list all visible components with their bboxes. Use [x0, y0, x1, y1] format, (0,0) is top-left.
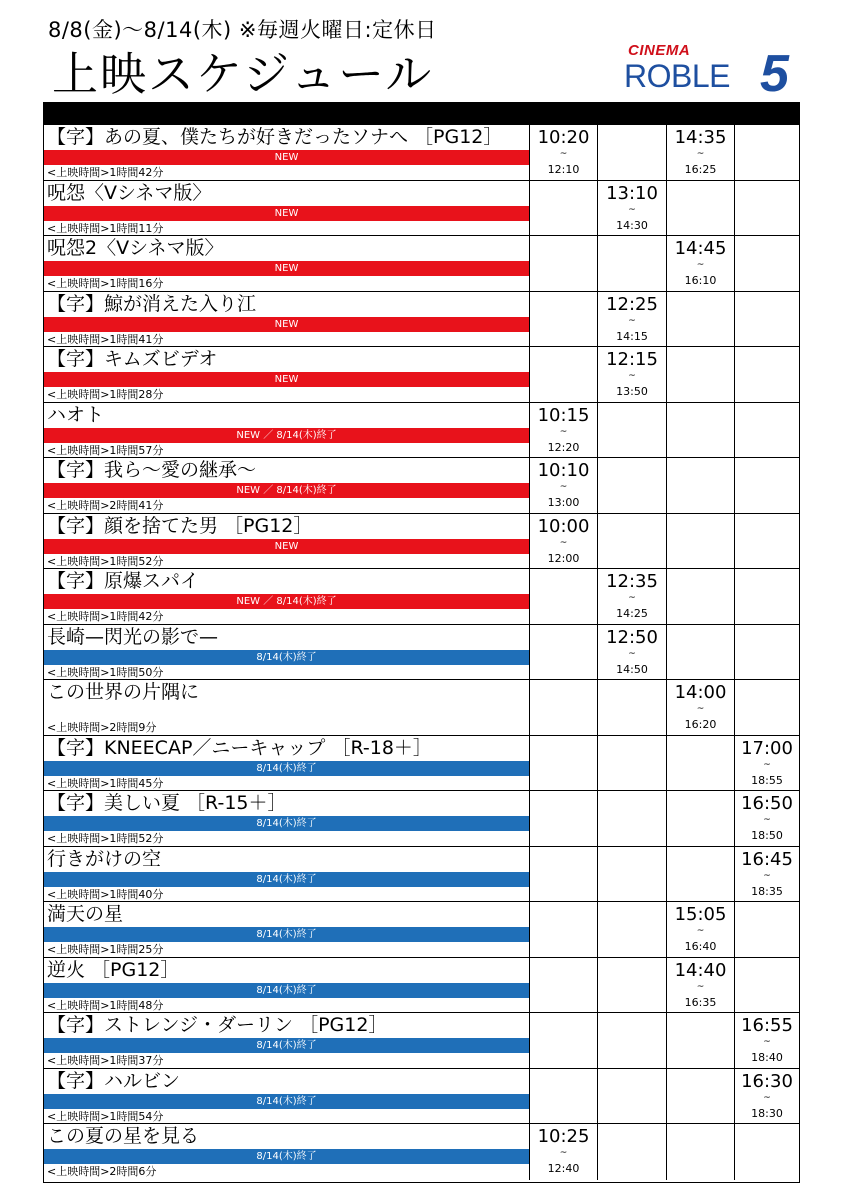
showtime-cell	[734, 236, 799, 291]
showtime-start: 13:10	[606, 182, 658, 204]
runtime-text: <上映時間>1時間48分	[47, 998, 164, 1012]
showtime-separator: ~	[763, 1092, 771, 1103]
status-banner: 8/14(木)終了	[44, 872, 529, 887]
showtime-separator: ~	[696, 149, 705, 159]
showtime-separator: ~	[763, 815, 771, 825]
showtime-cell	[529, 569, 597, 624]
showtime-cell	[734, 403, 799, 458]
logo-cinema-text: CINEMA	[628, 42, 691, 59]
showtime-start: 10:15	[537, 404, 590, 426]
schedule-row	[44, 958, 799, 1014]
schedule-row	[44, 181, 799, 237]
showtime-cell	[597, 791, 666, 846]
showtime-end: 12:20	[547, 440, 580, 454]
movie-info-cell	[44, 514, 529, 569]
runtime-text: <上映時間>1時間41分	[47, 332, 164, 346]
movie-title: この夏の星を見る	[47, 1125, 200, 1147]
showtime-cell	[666, 958, 734, 1013]
showtime-start: 12:15	[606, 349, 658, 370]
showtime-cell	[734, 736, 799, 791]
runtime-text: <上映時間>1時間42分	[47, 166, 164, 179]
showtime-start: 15:05	[674, 904, 727, 925]
showtime-cell	[529, 736, 597, 791]
showtime-cell	[666, 514, 734, 569]
movie-title: 満天の星	[47, 903, 124, 925]
runtime-text: <上映時間>2時間6分	[47, 1165, 157, 1178]
movie-info-cell	[44, 292, 529, 347]
showtime-cell	[734, 347, 799, 402]
showtime-cell	[597, 1069, 666, 1124]
showtime-cell	[529, 847, 597, 902]
showtime-end: 12:10	[547, 163, 580, 176]
movie-title: 【字】美しい夏 ［R-15＋］	[47, 792, 287, 814]
showtime-end: 16:40	[684, 940, 717, 953]
movie-title: 行きがけの空	[47, 847, 162, 870]
showtime-start: 12:50	[606, 626, 658, 648]
movie-info-cell	[44, 1069, 529, 1124]
showtime-end: 13:50	[616, 385, 648, 398]
status-banner: NEW ／ 8/14(木)終了	[44, 483, 529, 498]
showtime-cell	[597, 958, 666, 1013]
showtime-cell	[734, 458, 799, 513]
showtime-separator: ~	[763, 759, 771, 770]
movie-title: 【字】ストレンジ・ダーリン ［PG12］	[47, 1014, 388, 1036]
showtime-cell	[597, 236, 666, 291]
runtime-text: <上映時間>1時間52分	[47, 554, 164, 568]
schedule-rows	[44, 125, 799, 1180]
schedule-row	[44, 403, 799, 459]
runtime-text: <上映時間>1時間40分	[47, 887, 164, 901]
showtime-end: 14:50	[616, 662, 648, 676]
cinema-logo	[622, 40, 800, 102]
page-title: 上映スケジュール	[52, 47, 434, 101]
showtime-end: 18:35	[751, 884, 783, 898]
showtime-cell	[597, 403, 666, 458]
showtime-end: 12:40	[547, 1162, 580, 1175]
status-banner: 8/14(木)終了	[44, 816, 529, 831]
showtime-start: 14:45	[674, 238, 727, 259]
movie-title: 【字】キムズビデオ	[47, 348, 218, 370]
movie-info-cell	[44, 125, 529, 180]
showtime-cell	[734, 847, 799, 902]
movie-title: 【字】原爆スパイ	[47, 570, 200, 592]
showtime-end: 18:40	[751, 1051, 783, 1064]
showtime-start: 16:55	[741, 1015, 793, 1036]
showtime-end: 14:15	[616, 329, 648, 343]
showtime-cell	[597, 514, 666, 569]
schedule-row	[44, 847, 799, 903]
showtime-cell	[734, 958, 799, 1013]
showtime-cell	[529, 236, 597, 291]
showtime-cell	[529, 1013, 597, 1068]
showtime-cell	[734, 902, 799, 957]
showtime-end: 13:00	[547, 496, 580, 509]
showtime-cell	[666, 569, 734, 624]
schedule-row	[44, 1069, 799, 1125]
showtime-start: 16:30	[741, 1070, 793, 1092]
movie-title: 【字】我ら〜愛の継承〜	[47, 459, 257, 481]
movie-info-cell	[44, 847, 529, 902]
schedule-row	[44, 347, 799, 403]
showtime-cell	[529, 403, 597, 458]
showtime-start: 10:20	[537, 127, 590, 148]
movie-info-cell	[44, 625, 529, 680]
showtime-cell	[666, 1124, 734, 1180]
runtime-text: <上映時間>1時間50分	[47, 665, 164, 679]
showtime-separator: ~	[763, 870, 771, 881]
movie-title: 呪怨2〈Vシネマ版〉	[47, 237, 224, 259]
showtime-cell	[666, 847, 734, 902]
logo-number: 5	[760, 45, 789, 103]
schedule-row	[44, 236, 799, 292]
showtime-start: 14:40	[674, 959, 727, 981]
showtime-cell	[666, 791, 734, 846]
showtime-cell	[597, 847, 666, 902]
showtime-end: 14:30	[616, 218, 648, 232]
showtime-end: 16:20	[684, 718, 717, 731]
status-banner: NEW ／ 8/14(木)終了	[44, 428, 529, 443]
status-banner: 8/14(木)終了	[44, 1149, 529, 1164]
runtime-text: <上映時間>1時間45分	[47, 776, 164, 790]
status-banner: NEW	[44, 206, 529, 221]
schedule-table	[43, 102, 800, 1183]
showtime-cell	[529, 292, 597, 347]
movie-info-cell	[44, 680, 529, 735]
movie-title: 呪怨〈Vシネマ版〉	[47, 181, 212, 204]
showtime-cell	[734, 292, 799, 347]
showtime-cell	[529, 514, 597, 569]
showtime-separator: ~	[628, 204, 636, 215]
movie-info-cell	[44, 458, 529, 513]
status-banner: 8/14(木)終了	[44, 650, 529, 665]
status-banner: 8/14(木)終了	[44, 1038, 529, 1053]
showtime-cell	[529, 1124, 597, 1180]
showtime-cell	[666, 1069, 734, 1124]
movie-title: 【字】KNEECAP／ニーキャップ ［R-18＋］	[47, 736, 432, 759]
showtime-cell	[666, 1013, 734, 1068]
movie-info-cell	[44, 347, 529, 402]
movie-info-cell	[44, 902, 529, 957]
showtime-cell	[597, 625, 666, 680]
showtime-cell	[529, 125, 597, 180]
movie-info-cell	[44, 236, 529, 291]
movie-info-cell	[44, 181, 529, 236]
showtime-start: 16:45	[741, 848, 793, 870]
showtime-separator: ~	[559, 1148, 568, 1158]
schedule-row	[44, 791, 799, 847]
showtime-separator: ~	[628, 315, 636, 326]
movie-title: 逆火 ［PG12］	[47, 958, 180, 981]
showtime-end: 14:25	[616, 607, 648, 620]
status-banner: 8/14(木)終了	[44, 1094, 529, 1109]
showtime-end: 18:55	[751, 773, 783, 787]
showtime-cell	[529, 680, 597, 735]
status-banner: NEW	[44, 261, 529, 276]
schedule-row	[44, 902, 799, 958]
showtime-start: 10:25	[537, 1126, 590, 1147]
runtime-text: <上映時間>1時間28分	[47, 388, 164, 401]
movie-info-cell	[44, 1124, 529, 1180]
showtime-cell	[597, 347, 666, 402]
runtime-text: <上映時間>1時間37分	[47, 1054, 164, 1067]
showtime-end: 16:25	[684, 163, 717, 176]
showtime-start: 17:00	[741, 737, 793, 759]
showtime-start: 10:00	[537, 515, 590, 537]
showtime-end: 16:35	[684, 995, 717, 1009]
movie-title: 【字】顔を捨てた男 ［PG12］	[47, 514, 313, 537]
showtime-separator: ~	[559, 149, 568, 159]
runtime-text: <上映時間>1時間11分	[47, 221, 164, 235]
showtime-cell	[734, 625, 799, 680]
showtime-start: 12:25	[606, 293, 658, 315]
showtime-start: 14:35	[674, 127, 727, 148]
movie-info-cell	[44, 569, 529, 624]
schedule-row	[44, 1013, 799, 1069]
showtime-cell	[666, 292, 734, 347]
showtime-separator: ~	[559, 426, 568, 437]
showtime-separator: ~	[628, 648, 636, 659]
movie-info-cell	[44, 958, 529, 1013]
showtime-end: 12:00	[547, 551, 580, 565]
showtime-cell	[597, 458, 666, 513]
status-banner: NEW ／ 8/14(木)終了	[44, 594, 529, 609]
showtime-cell	[529, 458, 597, 513]
showtime-cell	[529, 347, 597, 402]
schedule-header-bar	[44, 103, 799, 125]
status-banner: NEW	[44, 317, 529, 332]
showtime-start: 14:00	[674, 682, 727, 703]
showtime-separator: ~	[763, 1037, 771, 1047]
schedule-row	[44, 125, 799, 181]
schedule-row	[44, 625, 799, 681]
showtime-cell	[597, 736, 666, 791]
showtime-cell	[734, 791, 799, 846]
status-banner: 8/14(木)終了	[44, 983, 529, 998]
runtime-text: <上映時間>1時間52分	[47, 832, 164, 845]
runtime-text: <上映時間>1時間25分	[47, 943, 164, 956]
movie-title: 【字】ハルビン	[47, 1069, 181, 1092]
showtime-cell	[734, 680, 799, 735]
showtime-separator: ~	[628, 371, 636, 381]
showtime-cell	[597, 1013, 666, 1068]
showtime-cell	[734, 1013, 799, 1068]
status-banner: NEW	[44, 372, 529, 387]
showtime-cell	[734, 1124, 799, 1180]
showtime-cell	[666, 625, 734, 680]
showtime-cell	[529, 791, 597, 846]
movie-title: 【字】あの夏、僕たちが好きだったソナへ ［PG12］	[47, 126, 503, 148]
movie-info-cell	[44, 1013, 529, 1068]
showtime-cell	[529, 958, 597, 1013]
runtime-text: <上映時間>1時間42分	[47, 610, 164, 623]
showtime-start: 12:35	[606, 571, 658, 592]
runtime-text: <上映時間>1時間57分	[47, 443, 164, 457]
showtime-separator: ~	[696, 981, 705, 992]
showtime-cell	[529, 1069, 597, 1124]
showtime-cell	[734, 1069, 799, 1124]
showtime-cell	[597, 181, 666, 236]
showtime-end: 16:10	[684, 274, 717, 287]
showtime-cell	[666, 680, 734, 735]
showtime-cell	[666, 347, 734, 402]
status-banner: NEW	[44, 539, 529, 554]
schedule-row	[44, 736, 799, 792]
runtime-text: <上映時間>1時間16分	[47, 277, 164, 290]
schedule-row	[44, 680, 799, 736]
showtime-separator: ~	[559, 482, 568, 492]
showtime-cell	[734, 569, 799, 624]
showtime-cell	[666, 181, 734, 236]
showtime-cell	[597, 569, 666, 624]
movie-title: ハオト	[47, 403, 105, 426]
showtime-cell	[597, 680, 666, 735]
showtime-cell	[666, 125, 734, 180]
showtime-cell	[597, 1124, 666, 1180]
showtime-cell	[734, 514, 799, 569]
showtime-cell	[597, 125, 666, 180]
showtime-end: 18:50	[751, 829, 783, 842]
runtime-text: <上映時間>1時間54分	[47, 1109, 164, 1123]
runtime-text: <上映時間>2時間9分	[47, 721, 157, 734]
movie-title: 【字】鯨が消えた入り江	[47, 292, 257, 315]
schedule-row	[44, 292, 799, 348]
showtime-cell	[666, 902, 734, 957]
schedule-row	[44, 514, 799, 570]
schedule-row	[44, 458, 799, 514]
schedule-row	[44, 1124, 799, 1180]
showtime-cell	[734, 181, 799, 236]
showtime-cell	[597, 292, 666, 347]
showtime-cell	[529, 181, 597, 236]
showtime-separator: ~	[696, 704, 705, 714]
showtime-cell	[734, 125, 799, 180]
showtime-cell	[666, 736, 734, 791]
date-range-text: 8/8(金)〜8/14(木) ※毎週火曜日:定休日	[48, 18, 437, 42]
status-banner: 8/14(木)終了	[44, 927, 529, 942]
status-banner: 8/14(木)終了	[44, 761, 529, 776]
runtime-text: <上映時間>2時間41分	[47, 499, 164, 512]
movie-title: 長崎—閃光の影で—	[47, 625, 219, 648]
showtime-cell	[529, 625, 597, 680]
showtime-separator: ~	[559, 537, 568, 548]
movie-title: この世界の片隅に	[47, 681, 200, 703]
showtime-start: 10:10	[537, 460, 590, 481]
status-banner: NEW	[44, 150, 529, 165]
logo-roble-text: ROBLE	[624, 58, 730, 94]
showtime-separator: ~	[628, 593, 636, 603]
showtime-separator: ~	[696, 260, 705, 270]
movie-info-cell	[44, 791, 529, 846]
showtime-cell	[597, 902, 666, 957]
showtime-end: 18:30	[751, 1106, 783, 1120]
showtime-cell	[666, 458, 734, 513]
showtime-cell	[529, 902, 597, 957]
showtime-separator: ~	[696, 926, 705, 936]
schedule-row	[44, 569, 799, 625]
showtime-start: 16:50	[741, 793, 793, 814]
movie-info-cell	[44, 736, 529, 791]
showtime-cell	[666, 403, 734, 458]
showtime-cell	[666, 236, 734, 291]
movie-info-cell	[44, 403, 529, 458]
